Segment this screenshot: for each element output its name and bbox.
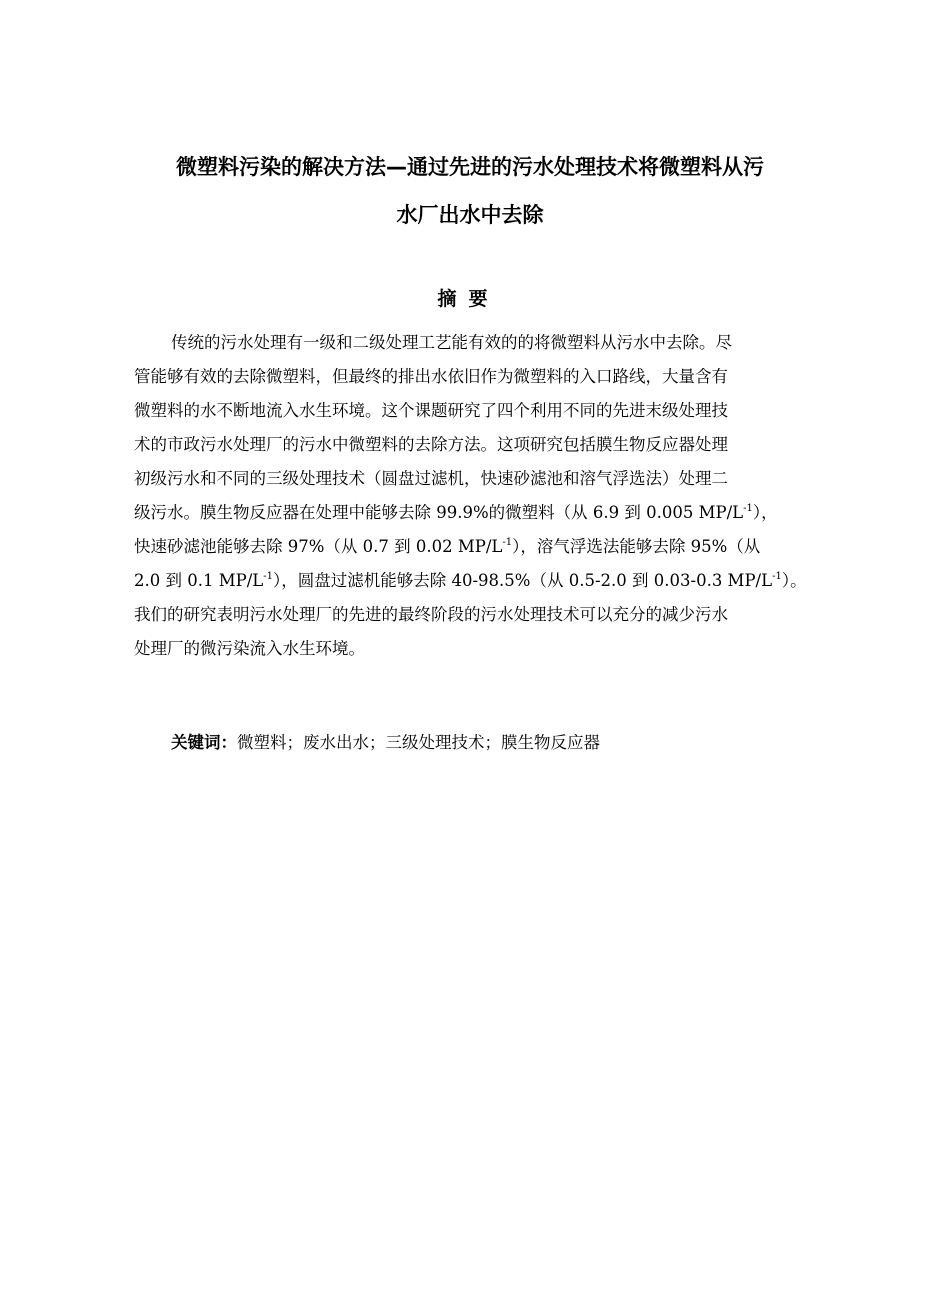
abstract-line: 管能够有效的去除微塑料，但最终的排出水依旧作为微塑料的入口路线，大量含有 [134,367,728,386]
abstract-text: 2.0 到 0.1 MP/L [134,571,264,590]
document-title-line-2: 水厂出水中去除 [396,203,544,227]
abstract-text: ），溶气浮选法能够去除 95%（从 [512,537,761,556]
abstract-body [134,326,806,666]
abstract-text: 级污水。膜生物反应器在处理中能够去除 99.9%的微塑料（从 6.9 到 0.005 MP/L [134,503,744,522]
abstract-line: 传统的污水处理有一级和二级处理工艺能有效的的将微塑料从污水中去除。尽 [171,333,732,352]
abstract-line: 我们的研究表明污水处理厂的先进的最终阶段的污水处理技术可以充分的减少污水 [134,605,728,624]
superscript: -1 [502,537,513,548]
abstract-heading: 摘要 [437,288,500,310]
abstract-line: 处理厂的微污染流入水生环境。 [134,639,365,658]
abstract-text: ）， [752,503,778,522]
abstract-line: 初级污水和不同的三级处理技术（圆盘过滤机，快速砂滤池和溶气浮选法）处理二 [134,469,728,488]
abstract-text: ）。 [781,571,807,590]
abstract-text: 快速砂滤池能够去除 97%（从 0.7 到 0.02 MP/L [134,537,503,556]
abstract-line [134,530,806,564]
abstract-line [134,564,806,598]
keywords-value: 微塑料；废水出水；三级处理技术；膜生物反应器 [237,733,600,752]
abstract-line: 术的市政污水处理厂的污水中微塑料的去除方法。这项研究包括膜生物反应器处理 [134,435,728,454]
superscript: -1 [772,571,782,582]
abstract-line: 微塑料的水不断地流入水生环境。这个课题研究了四个利用不同的先进末级处理技 [134,401,728,420]
document-title-line-1: 微塑料污染的解决方法—通过先进的污水处理技术将微塑料从污 [176,155,764,179]
abstract-text: ），圆盘过滤机能够去除 40-98.5%（从 0.5-2.0 到 0.03-0.3 MP/L [272,571,773,590]
superscript: -1 [263,571,273,582]
superscript: -1 [743,503,753,514]
keywords [171,728,600,758]
abstract-line [134,496,806,530]
keywords-label: 关键词： [171,733,237,752]
